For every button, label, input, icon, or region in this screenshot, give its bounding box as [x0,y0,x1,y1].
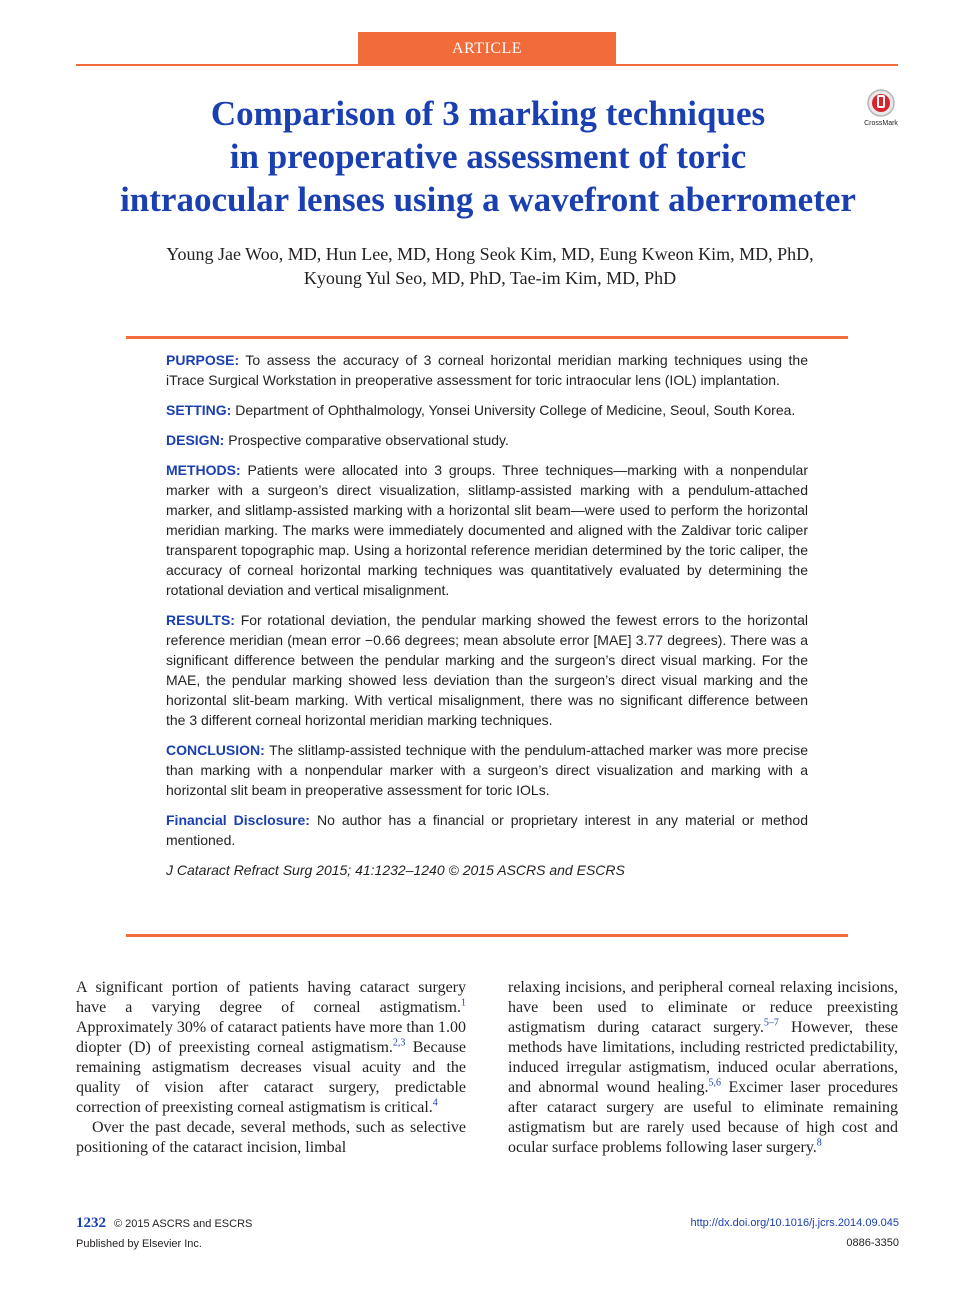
reference-link[interactable]: 5–7 [763,1017,779,1029]
title-line: Comparison of 3 marking techniques [210,94,766,133]
article-type-tag: ARTICLE [358,32,616,65]
abstract-label: PURPOSE: [166,352,240,368]
body-text: relaxing incisions, and peripheral corneal relaxing incisions, have been used to eliminate or reduce preexisting astigmatism during cataract surgery. [508,979,898,1036]
page-number: 1232 [76,1215,106,1231]
abstract-text: Patients were allocated into 3 groups. Three techniques—marking with a nonpendular marker with a surgeon’s direct visualization, slitlamp-assisted marking with a pendulum-attached marker, and slitlamp-assisted marking with a horizontal slit beam—were used to perform the horizontal meridian marking. The marks were immediately documented and aligned with the Zaldivar toric caliper transparent topographic map. Using a horizontal reference meridian determined by the toric caliper, the accuracy of corneal horizontal marking techniques was quantitatively evaluated by determining the rotational deviation and vertical misalignment. [166,462,808,598]
abstract-text: Prospective comparative observational study. [228,432,509,448]
abstract-label: DESIGN: [166,432,225,448]
reference-link[interactable]: 1 [461,997,466,1009]
body-paragraph [508,978,898,1158]
crossmark-label: CrossMark [864,120,898,127]
abstract-methods [166,460,808,600]
body-text: Because remaining astigmatism decreases visual acuity and the quality of vision after cataract surgery, predictable correction of preexisting corneal astigmatism is critical. [76,1039,466,1116]
abstract-label: METHODS: [166,462,241,478]
footer-issn: 0886-3350 [846,1237,899,1249]
abstract-disclosure [166,810,808,850]
reference-link[interactable]: 2,3 [392,1037,406,1049]
abstract-label: CONCLUSION: [166,742,265,758]
reference-link[interactable]: 5,6 [708,1077,722,1089]
author-line: Young Jae Woo, MD, Hun Lee, MD, Hong Seok Kim, MD, Eung Kweon Kim, MD, PhD, [166,244,814,264]
footer-copyright: © 2015 ASCRS and ESCRS [114,1218,253,1230]
body-text: A significant portion of patients having cataract surgery have a varying degree of corneal astigmatism. [76,979,466,1016]
abstract-results [166,610,808,730]
body-paragraph: Over the past decade, several methods, such as selective positioning of the cataract incision, limbal [76,1119,466,1156]
body-paragraph [76,978,466,1118]
journal-citation: J Cataract Refract Surg 2015; 41:1232–1240 © 2015 ASCRS and ESCRS [166,862,625,878]
doi-link[interactable]: http://dx.doi.org/10.1016/j.jcrs.2014.09.045 [690,1217,899,1229]
abstract-setting [166,400,808,420]
body-text: Excimer laser procedures after cataract surgery are useful to eliminate remaining astigmatism but are rarely used because of high cost and ocular surface problems following laser surgery. [508,1079,899,1156]
abstract-bottom-rule [126,934,848,937]
header-rule [76,64,898,66]
footer-left [76,1213,252,1254]
reference-link[interactable]: 8 [816,1137,822,1149]
article-title [60,92,916,221]
abstract-top-rule [126,336,848,339]
abstract-text: Department of Ophthalmology, Yonsei University College of Medicine, Seoul, South Korea. [235,402,796,418]
abstract-design [166,430,808,450]
author-line: Kyoung Yul Seo, MD, PhD, Tae-im Kim, MD, PhD [303,268,677,288]
abstract-text: No author has a financial or proprietary interest in any material or method mentioned. [166,812,808,848]
abstract-text: To assess the accuracy of 3 corneal horizontal meridian marking techniques using the iTrace Surgical Workstation in preoperative assessment for toric intraocular lens (IOL) implantation. [166,352,808,388]
abstract-label: RESULTS: [166,612,235,628]
abstract-purpose [166,350,808,390]
abstract-label: Financial Disclosure: [166,812,310,828]
title-line: intraocular lenses using a wavefront aberrometer [120,180,856,219]
abstract-text: The slitlamp-assisted technique with the pendulum-attached marker was more precise than marking with a nonpendular marker with a surgeon’s direct visualization and marking with a horizontal slit beam in preoperative assessment for toric IOLs. [166,742,808,798]
author-list [90,242,890,290]
abstract-text: For rotational deviation, the pendular marking showed the fewest errors to the horizontal reference meridian (mean error −0.66 degrees; mean absolute error [MAE] 3.77 degrees). There was a significant difference between the pendular marking and the surgeon’s direct visual marking. For the MAE, the pendular marking showed less deviation than the surgeon’s direct visual marking and the horizontal slit-beam marking. With vertical misalignment, there was no significant difference between the 3 different corneal horizontal meridian marking techniques. [166,612,809,728]
footer-publisher: Published by Elsevier Inc. [76,1238,202,1250]
body-text: Approximately 30% of cataract patients have more than 1.00 diopter (D) of preexisting corneal astigmatism. [76,1019,466,1056]
body-text: However, these methods have limitations, including restricted predictability, induced irregular astigmatism, induced ocular aberrations, and abnormal wound healing. [508,1019,899,1096]
reference-link[interactable]: 4 [432,1097,438,1109]
title-line: in preoperative assessment of toric [229,137,747,176]
abstract-conclusion [166,740,808,800]
body-column-left [76,978,466,1158]
abstract-label: SETTING: [166,402,232,418]
footer-right [690,1213,899,1253]
body-column-right [508,978,898,1158]
abstract [166,350,808,890]
